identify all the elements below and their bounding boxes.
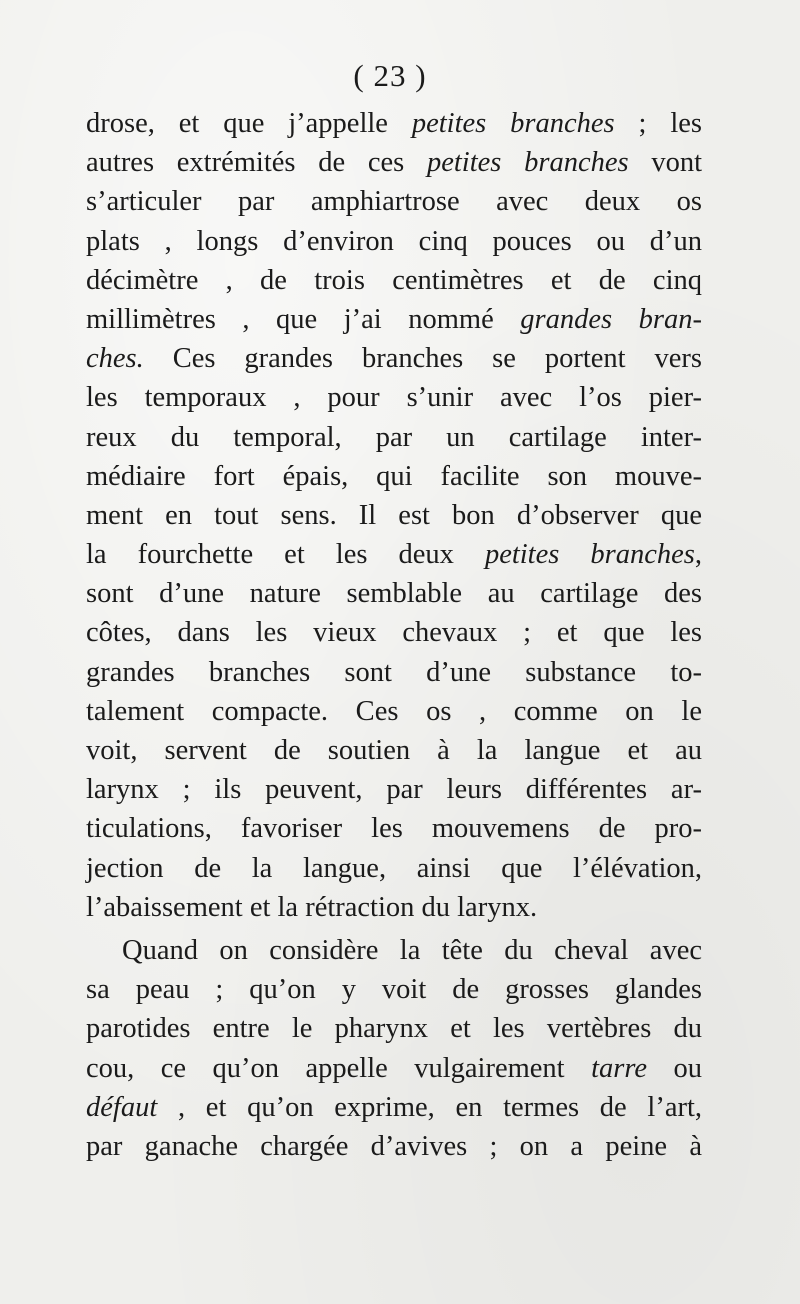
text-line: grandes branches sont d’une substance to- bbox=[86, 656, 702, 688]
text-line: défaut , et qu’on exprime, en termes de l’art, bbox=[86, 1091, 702, 1123]
text-line: par ganache chargée d’avives ; on a peine à bbox=[86, 1130, 702, 1162]
italic-emphasis: ches. bbox=[86, 343, 144, 375]
text-line: la fourchette et les deux petites branches, bbox=[86, 539, 702, 571]
text-line: plats , longs d’environ cinq pouces ou d’un bbox=[86, 225, 702, 257]
text-line: jection de la langue, ainsi que l’élévation, bbox=[86, 852, 702, 884]
text-line: larynx ; ils peuvent, par leurs différentes ar- bbox=[86, 774, 702, 806]
text-line: autres extrémités de ces petites branches vont bbox=[86, 147, 702, 179]
page-number: ( 23 ) bbox=[353, 58, 427, 93]
italic-emphasis: tarre bbox=[591, 1052, 648, 1084]
text-line: talement compacte. Ces os , comme on le bbox=[86, 695, 702, 727]
text-line: médiaire fort épais, qui facilite son mouve- bbox=[86, 460, 702, 492]
text-line: sont d’une nature semblable au cartilage des bbox=[86, 578, 702, 610]
body-text bbox=[86, 104, 702, 1166]
text-line: l’abaissement et la rétraction du larynx. bbox=[86, 891, 538, 923]
paragraph bbox=[86, 104, 702, 927]
text-line: parotides entre le pharynx et les vertèbres du bbox=[86, 1013, 702, 1045]
text-line: drose, et que j’appelle petites branches ; les bbox=[86, 108, 702, 139]
text-line: ches. Ces grandes branches se portent vers bbox=[86, 343, 702, 375]
italic-emphasis: petites branches bbox=[484, 539, 695, 571]
text-line: côtes, dans les vieux chevaux ; et que les bbox=[86, 617, 702, 649]
text-line: sa peau ; qu’on y voit de grosses glandes bbox=[86, 974, 702, 1006]
text-line: cou, ce qu’on appelle vulgairement tarre ou bbox=[86, 1052, 703, 1084]
text-line: s’articuler par amphiartrose avec deux os bbox=[86, 186, 702, 218]
text-line: millimètres , que j’ai nommé grandes bran- bbox=[86, 303, 702, 335]
text-line: décimètre , de trois centimètres et de cinq bbox=[86, 264, 702, 296]
text-line: reux du temporal, par un cartilage inter- bbox=[86, 421, 702, 453]
text-line: ment en tout sens. Il est bon d’observer que bbox=[86, 499, 702, 531]
italic-emphasis: grandes bran- bbox=[520, 303, 702, 335]
italic-emphasis: petites branches bbox=[411, 108, 615, 139]
italic-emphasis: petites branches bbox=[426, 147, 629, 179]
italic-emphasis: défaut bbox=[86, 1091, 158, 1123]
text-line: ticulations, favoriser les mouvemens de pro- bbox=[86, 813, 702, 845]
text-line: voit, servent de soutien à la langue et au bbox=[86, 735, 702, 766]
text-line: les temporaux , pour s’unir avec l’os pier- bbox=[86, 382, 702, 414]
paragraph bbox=[86, 931, 702, 1166]
text-line: Quand on considère la tête du cheval avec bbox=[122, 934, 702, 966]
